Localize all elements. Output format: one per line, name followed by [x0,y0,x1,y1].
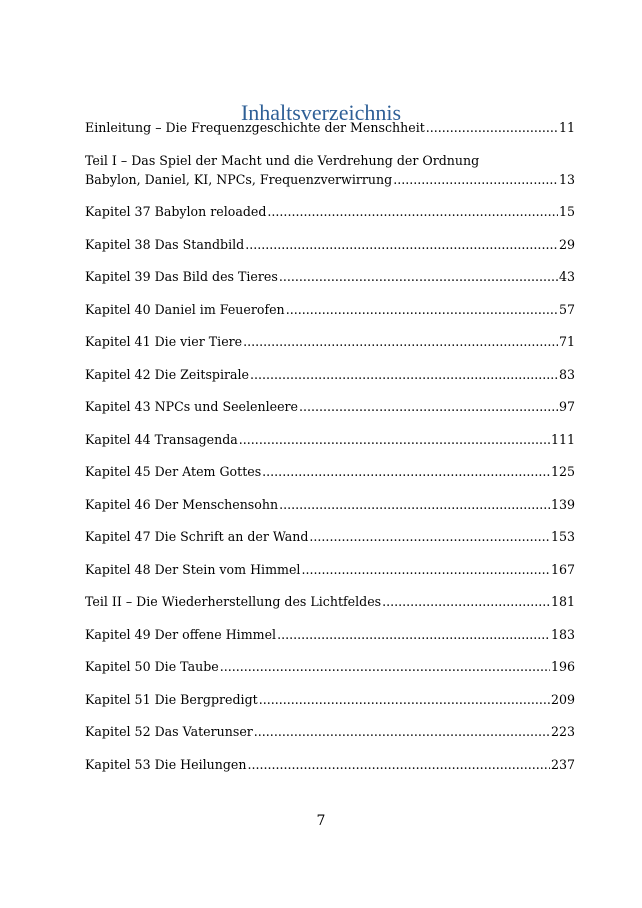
toc-leader-dots [245,235,558,254]
toc-leader-dots [220,657,550,676]
toc-entry-label-line1: Teil I – Das Spiel der Macht und die Verdrehung der Ordnung [85,152,480,168]
toc-entry-page: 167 [550,561,575,577]
toc-entry-label: Kapitel 42 Die Zeitspirale [85,366,250,382]
toc-entry-label: Kapitel 45 Der Atem Gottes [85,464,262,479]
toc-entry-kapitel-50 [85,657,575,676]
toc-entry-page: 223 [550,724,575,739]
toc-entry-label: Kapitel 40 Daniel im Feuerofen [85,301,285,317]
toc-entry-kapitel-39 [85,267,575,286]
toc-entry-kapitel-37 [85,202,575,221]
toc-entry-page: 57 [558,301,575,317]
toc-entry-label: Kapitel 48 Der Stein vom Himmel [85,561,301,577]
toc-entry-label: Kapitel 49 Der offene Himmel [85,626,277,642]
toc-entry-page: 111 [550,431,575,447]
toc-entry-kapitel-47 [85,527,575,546]
toc-leader-dots [393,170,558,189]
toc-entry-teil-2 [85,592,575,611]
toc-entry-label: Kapitel 52 Das Vaterunser [85,724,253,739]
toc-entry-einleitung [85,118,575,137]
toc-leader-dots [279,267,558,286]
toc-entry-kapitel-53 [85,755,575,774]
toc-entry-page: 237 [550,756,575,772]
toc-entry-kapitel-42 [85,365,575,384]
toc-entry-page: 97 [558,399,575,414]
toc-entry-kapitel-38 [85,235,575,254]
toc-entry-label: Kapitel 39 Das Bild des Tieres [85,269,278,284]
toc-leader-dots [267,202,558,221]
toc-entry-page: 139 [550,496,575,512]
toc-entry-kapitel-48 [85,560,575,579]
toc-leader-dots [382,592,550,611]
toc-leader-dots [259,690,550,709]
toc-entry-kapitel-40 [85,300,575,319]
page-number: 7 [316,813,326,829]
toc-entry-kapitel-49 [85,625,575,644]
toc-leader-dots [250,365,558,384]
toc-entry-kapitel-44 [85,430,575,449]
toc-entry-kapitel-51 [85,690,575,709]
toc-entry-label: Kapitel 50 Die Taube [85,659,219,674]
toc-entry-kapitel-45 [85,462,575,481]
toc-leader-dots [243,332,558,351]
toc-entry-page: 29 [558,236,575,252]
toc-entry-label: Teil II – Die Wiederherstellung des Lichtfeldes [85,594,382,609]
toc-entry-page: 209 [550,691,575,707]
toc-entry-label: Einleitung – Die Frequenzgeschichte der Menschheit [85,120,425,135]
toc-entry-page: 125 [550,464,575,479]
toc-entry-label: Babylon, Daniel, KI, NPCs, Frequenzverwirrung [85,171,393,187]
toc-entry-label: Kapitel 38 Das Standbild [85,236,245,252]
toc-leader-dots [301,560,550,579]
toc-leader-dots [426,118,558,137]
toc-leader-dots [262,462,550,481]
toc-entry-label: Kapitel 44 Transagenda [85,431,238,447]
toc-entry-label: Kapitel 43 NPCs und Seelenleere [85,399,298,414]
toc-entry-kapitel-46 [85,495,575,514]
toc-entry-label: Kapitel 53 Die Heilungen [85,756,247,772]
toc-leader-dots [254,722,550,741]
toc-entry-teil-1 [85,151,575,189]
toc-entry-label: Kapitel 37 Babylon reloaded [85,204,267,219]
page-title: Inhaltsverzeichnis [240,99,402,125]
table-of-contents [85,118,575,787]
toc-entry-page: 71 [558,334,575,349]
toc-entry-page: 43 [558,269,575,284]
toc-entry-label: Kapitel 47 Die Schrift an der Wand [85,529,309,544]
toc-entry-label: Kapitel 41 Die vier Tiere [85,334,243,349]
toc-entry-page: 153 [550,529,575,544]
toc-leader-dots [239,430,550,449]
toc-entry-page: 13 [558,171,575,187]
toc-leader-dots [309,527,550,546]
toc-leader-dots [248,755,550,774]
toc-leader-dots [286,300,558,319]
toc-entry-page: 15 [558,204,575,219]
toc-leader-dots [277,625,550,644]
toc-entry-page: 11 [558,120,575,135]
toc-leader-dots [299,397,558,416]
toc-entry-page: 183 [550,626,575,642]
toc-entry-label: Kapitel 46 Der Menschensohn [85,496,279,512]
toc-entry-kapitel-41 [85,332,575,351]
toc-leader-dots [279,495,550,514]
toc-entry-page: 83 [558,366,575,382]
toc-entry-page: 196 [550,659,575,674]
toc-entry-kapitel-43 [85,397,575,416]
toc-entry-page: 181 [550,594,575,609]
toc-entry-label: Kapitel 51 Die Bergpredigt [85,691,258,707]
toc-entry-kapitel-52 [85,722,575,741]
